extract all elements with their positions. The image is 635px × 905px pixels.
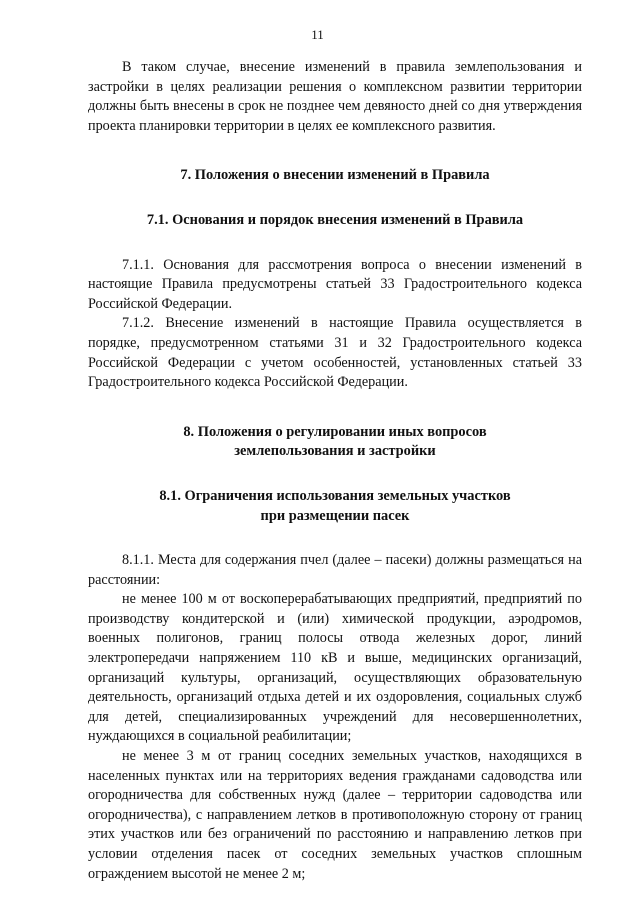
section-8-heading <box>88 423 582 462</box>
section-8-heading-line-1: 8. Положения о регулировании иных вопросов <box>183 423 487 440</box>
section-7-heading: 7. Положения о внесении изменений в Правила <box>180 167 490 184</box>
paragraph-7-1-1: 7.1.1. Основания для рассмотрения вопроса о внесении изменений в настоящие Правила предусмотрены статьей 33 Градостроительного кодекса Российской Федерации. <box>88 256 582 312</box>
apiary-distance-item-2: не менее 3 м от границ соседних земельных участков, находящихся в населенных пунктах или на территориях ведения гражданами садоводства или огородничества для собственных нужд (далее – территории садоводства или огородничества), с направлением летков в противоположную сторону от границ этих участков или без ограничений по расстоянию и направлению летков при условии отделения пасек от соседних земельных участков сплошным ограждением высотой не менее 2 м; <box>88 748 582 882</box>
section-8-heading-line-2: землепользования и застройки <box>234 443 436 460</box>
section-7-1-heading: 7.1. Основания и порядок внесения изменений в Правила <box>146 211 524 228</box>
section-8-1-heading <box>88 487 582 526</box>
section-8-1-heading-line-2: при размещении пасек <box>260 507 410 524</box>
page-number: 11 <box>311 27 324 42</box>
page-content <box>88 58 582 884</box>
paragraph-8-1-1: 8.1.1. Места для содержания пчел (далее – пасеки) должны размещаться на расстоянии: <box>88 552 582 588</box>
intro-paragraph: В таком случае, внесение изменений в правила землепользования и застройки в целях реализации решения о комплексном развитии территории должны быть внесены в срок не позднее чем девяносто дней со дня утверждения проекта планировки территории в целях ее комплексного развития. <box>88 59 582 134</box>
section-8-1-heading-line-1: 8.1. Ограничения использования земельных участков <box>159 487 511 504</box>
apiary-distance-item-1: не менее 100 м от воскоперерабатывающих предприятий, предприятий по производству кондитерской и (или) химической продукции, аэродромов, военных полигонов, границ полосы отвода железных дорог, линий электропередачи напряжением 110 кВ и выше, медицинских организаций, организаций культуры, организаций, осуществляющих образовательную деятельность, организаций отдыха детей и их оздоровления, социальных служб для детей, специализированных учреждений для несовершеннолетних, нуждающихся в социальной реабилитации; <box>88 591 582 745</box>
paragraph-7-1-2: 7.1.2. Внесение изменений в настоящие Правила осуществляется в порядке, предусмотренном статьями 31 и 32 Градостроительного кодекса Российской Федерации с учетом особенностей, установленных статьей 33 Градостроительного кодекса Российской Федерации. <box>88 315 582 391</box>
